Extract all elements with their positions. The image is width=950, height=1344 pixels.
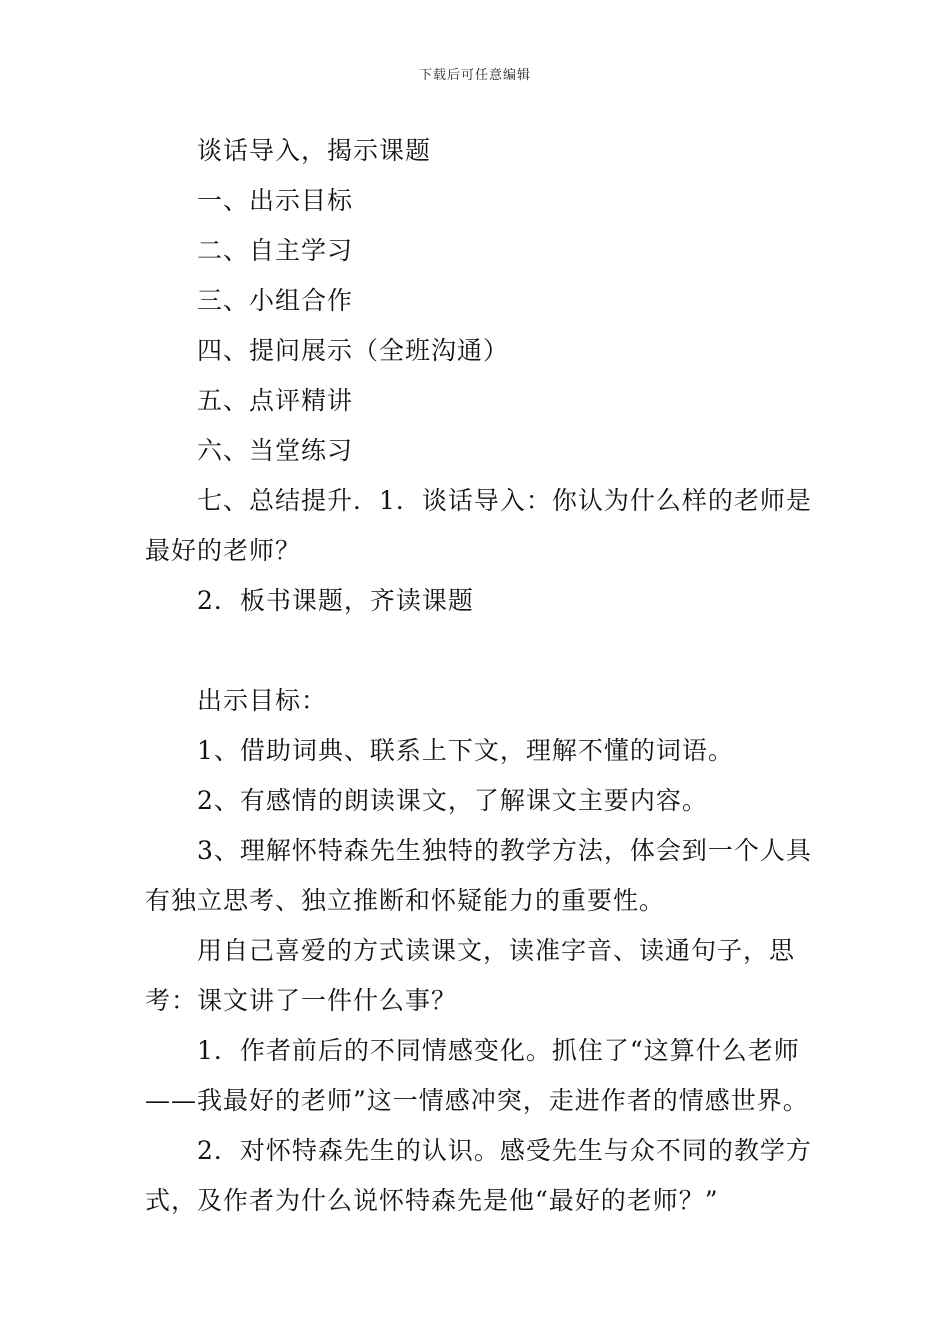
blank-line <box>145 626 815 676</box>
paragraph-goal-1: 1、借助词典、联系上下文，理解不懂的词语。 <box>197 736 734 765</box>
paragraph-step-7: 七、总结提升．1．谈话导入：你认为什么样的老师是最好的老师？ <box>145 486 812 565</box>
paragraph-step-6: 六、当堂练习 <box>197 436 354 465</box>
paragraph-goal-3: 3、理解怀特森先生独特的教学方法，体会到一个人具有独立思考、独立推断和怀疑能力的重要性。 <box>145 836 812 915</box>
paragraph-step-5: 五、点评精讲 <box>197 386 354 415</box>
paragraph-step-3: 三、小组合作 <box>197 286 354 315</box>
paragraph-intro: 谈话导入，揭示课题 <box>197 136 432 165</box>
paragraph-goals-heading: 出示目标： <box>197 686 328 715</box>
paragraph-step-2: 二、自主学习 <box>197 236 354 265</box>
paragraph-goal-2: 2、有感情的朗读课文，了解课文主要内容。 <box>197 786 708 815</box>
paragraph-point-1: 1．作者前后的不同情感变化。抓住了“这算什么老师——我最好的老师”这一情感冲突，走进作者的情感世界。 <box>145 1036 809 1115</box>
paragraph-board-title: 2．板书课题，齐读课题 <box>197 586 474 615</box>
paragraph-step-4: 四、提问展示（全班沟通） <box>197 336 510 365</box>
paragraph-point-2: 2．对怀特森先生的认识。感受先生与众不同的教学方式，及作者为什么说怀特森先是他“最好的老师？” <box>145 1136 812 1215</box>
page-header-note: 下载后可任意编辑 <box>418 68 531 83</box>
document-body <box>145 126 815 1226</box>
paragraph-reading-task: 用自己喜爱的方式读课文，读准字音、读通句子，思考：课文讲了一件什么事？ <box>145 936 796 1015</box>
paragraph-step-1: 一、出示目标 <box>197 186 354 215</box>
